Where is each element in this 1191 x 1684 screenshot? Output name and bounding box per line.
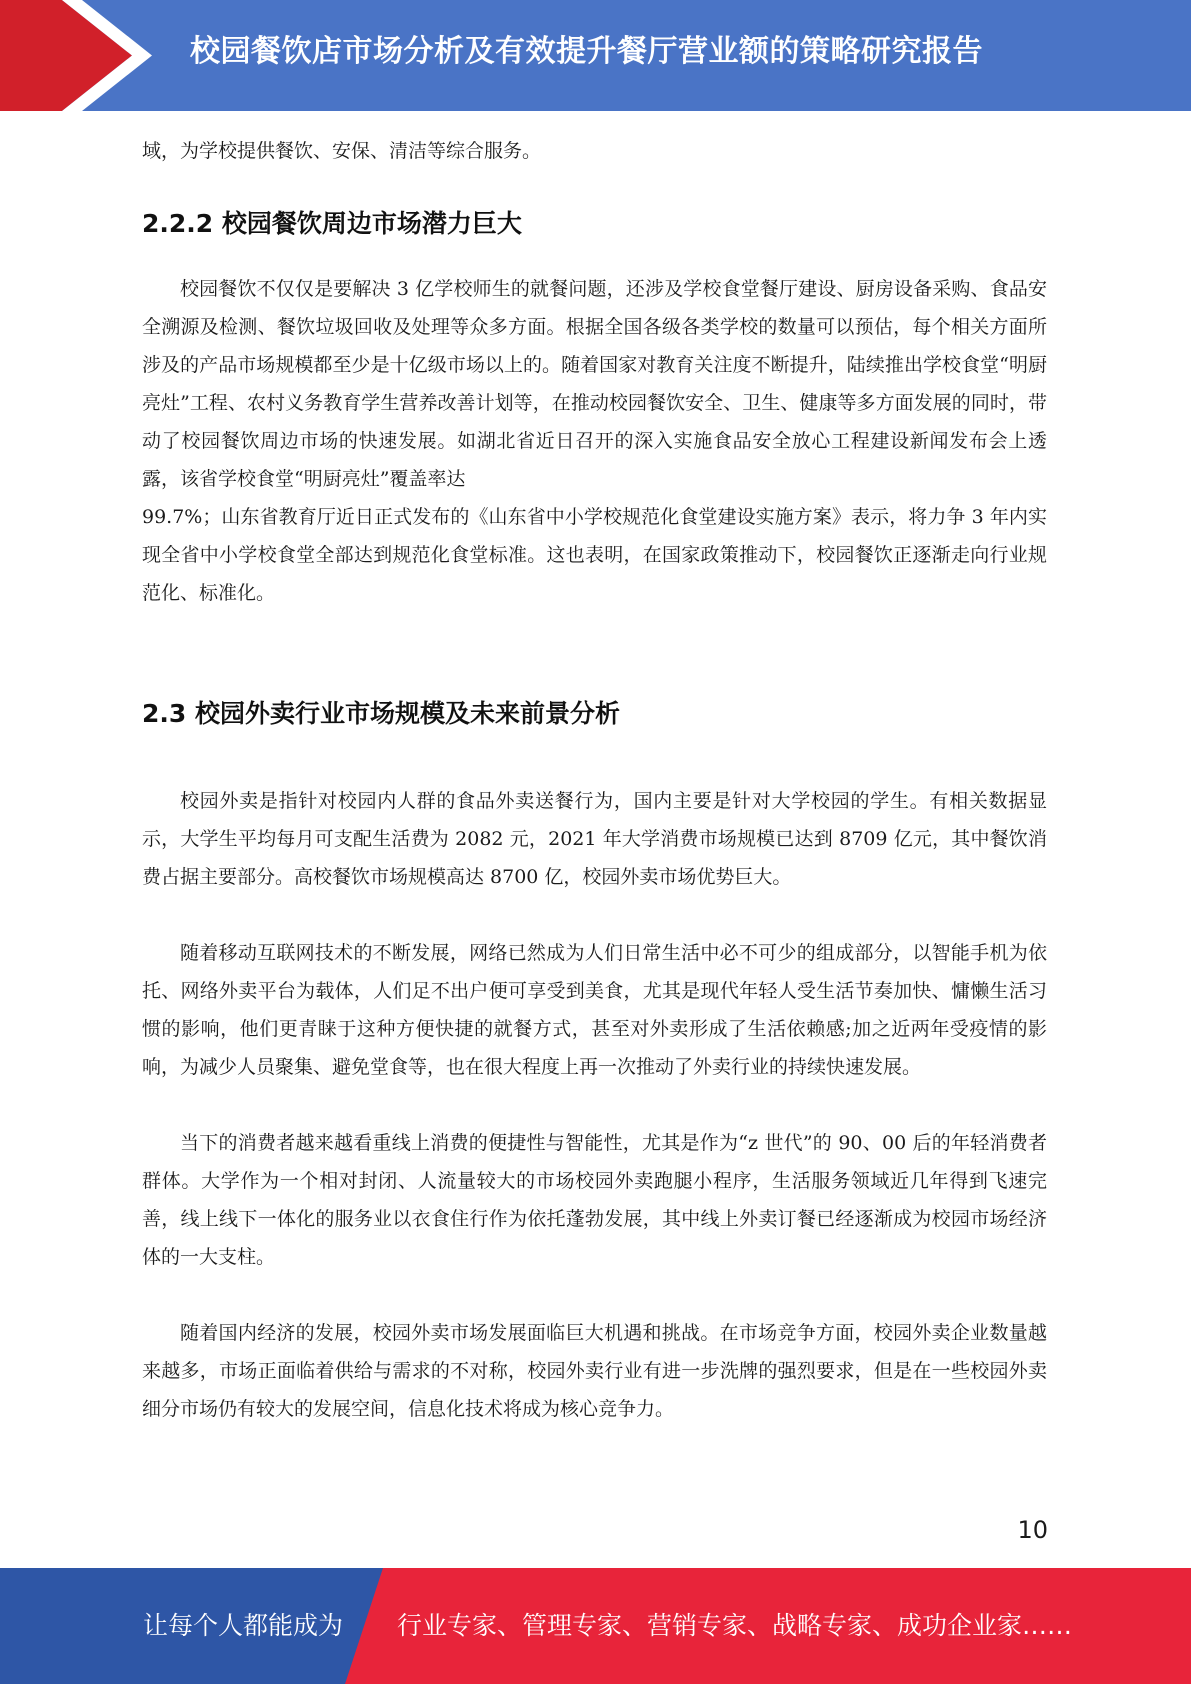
- paragraph: 随着国内经济的发展，校园外卖市场发展面临巨大机遇和挑战。在市场竞争方面，校园外卖企业数量越来越多，市场正面临着供给与需求的不对称，校园外卖行业有进一步洗牌的强烈要求，但是在一些校园外卖细分市场仍有较大的发展空间，信息化技术将成为核心竞争力。: [142, 1322, 1047, 1420]
- paragraph-continuation: 99.7%；山东省教育厅近日正式发布的《山东省中小学校规范化食堂建设实施方案》表示，将力争 3 年内实现全省中小学校食堂全部达到规范化食堂标准。这也表明，在国家政策推动下，校园餐饮正逐渐走向行业规范化、标准化。: [142, 506, 1047, 604]
- header-arrow-graphic: [0, 0, 160, 111]
- paragraph: 校园外卖是指针对校园内人群的食品外卖送餐行为，国内主要是针对大学校园的学生。有相关数据显示，大学生平均每月可支配生活费为 2082 元，2021 年大学消费市场规模已达到 8709 亿元，其中餐饮消费占据主要部分。高校餐饮市场规模高达 8700 亿，校园外卖市场优势巨大。: [142, 790, 1047, 888]
- page-footer: [0, 1568, 1191, 1684]
- report-content: [142, 132, 1047, 1428]
- paragraph: 当下的消费者越来越看重线上消费的便捷性与智能性，尤其是作为“z 世代”的 90、00 后的年轻消费者群体。大学作为一个相对封闭、人流量较大的市场校园外卖跑腿小程序，生活服务领域近几年得到飞速完善，线上线下一体化的服务业以衣食住行作为依托蓬勃发展，其中线上外卖订餐已经逐渐成为校园市场经济体的一大支柱。: [142, 1132, 1047, 1268]
- section-heading-2-2-2: 2.2.2 校园餐饮周边市场潜力巨大: [142, 209, 522, 238]
- section-heading-2-3: 2.3 校园外卖行业市场规模及未来前景分析: [142, 699, 620, 728]
- page-number: 10: [1017, 1516, 1048, 1544]
- footer-slogan-left: 让每个人都能成为: [143, 1611, 344, 1640]
- paragraph: 校园餐饮不仅仅是要解决 3 亿学校师生的就餐问题，还涉及学校食堂餐厅建设、厨房设备采购、食品安全溯源及检测、餐饮垃圾回收及处理等众多方面。根据全国各级各类学校的数量可以预估，每个相关方面所涉及的产品市场规模都至少是十亿级市场以上的。随着国家对教育关注度不断提升，陆续推出学校食堂“明厨亮灶”工程、农村义务教育学生营养改善计划等，在推动校园餐饮安全、卫生、健康等多方面发展的同时，带动了校园餐饮周边市场的快速发展。如湖北省近日召开的深入实施食品安全放心工程建设新闻发布会上透露，该省学校食堂“明厨亮灶”覆盖率达: [142, 278, 1047, 490]
- page-header: [0, 0, 1191, 111]
- header-title: 校园餐饮店市场分析及有效提升餐厅营业额的策略研究报告: [190, 34, 983, 69]
- footer-slogan-right: 行业专家、管理专家、营销专家、战略专家、成功企业家……: [397, 1611, 1073, 1640]
- intro-line: 域，为学校提供餐饮、安保、清洁等综合服务。: [142, 140, 542, 162]
- paragraph: 随着移动互联网技术的不断发展，网络已然成为人们日常生活中必不可少的组成部分，以智能手机为依托、网络外卖平台为载体，人们足不出户便可享受到美食，尤其是现代年轻人受生活节奏加快、慵懒生活习惯的影响，他们更青睐于这种方便快捷的就餐方式，甚至对外卖形成了生活依赖感;加之近两年受疫情的影响，为减少人员聚集、避免堂食等，也在很大程度上再一次推动了外卖行业的持续快速发展。: [142, 942, 1047, 1078]
